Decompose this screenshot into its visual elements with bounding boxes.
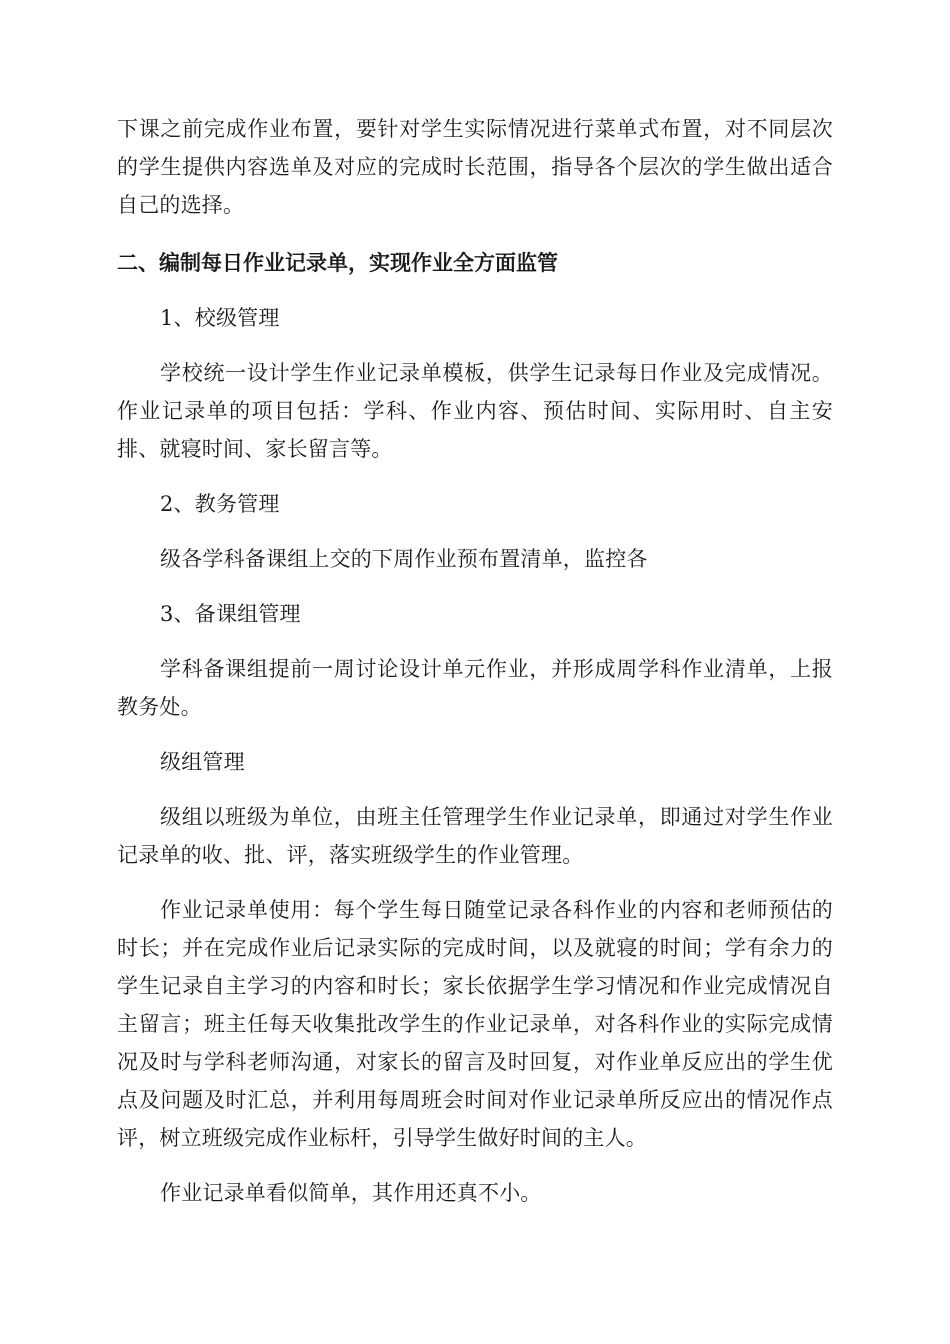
section-heading: 二、编制每日作业记录单，实现作业全方面监管 bbox=[117, 250, 558, 275]
usage-paragraph: 作业记录单使用：每个学生每日随堂记录各科作业的内容和老师预估的时长；并在完成作业后记录实际的完成时间，以及就寝的时间；学有余力的学生记录自主学习的内容和时长；家长依据学生学习情况和作业完成情况自主留言；班主任每天收集批改学生的作业记录单，对各科作业的实际完成情况及时与学科老师沟通，对家长的留言及时回复，对作业单反应出的学生优点及问题及时汇总，并利用每周班会时间对作业记录单所反应出的情况作点评，树立班级完成作业标杆，引导学生做好时间的主人。 bbox=[117, 898, 833, 1150]
item2-title: 2、教务管理 bbox=[160, 492, 280, 516]
item1-title: 1、校级管理 bbox=[160, 306, 280, 330]
intro-paragraph: 下课之前完成作业布置，要针对学生实际情况进行菜单式布置，对不同层次的学生提供内容选单及对应的完成时长范围，指导各个层次的学生做出适合自己的选择。 bbox=[117, 117, 833, 217]
item3-title: 3、备课组管理 bbox=[160, 602, 301, 626]
document-page bbox=[117, 110, 833, 1212]
item1-body: 学校统一设计学生作业记录单模板，供学生记录每日作业及完成情况。作业记录单的项目包括：学科、作业内容、预估时间、实际用时、自主安排、就寝时间、家长留言等。 bbox=[117, 361, 833, 461]
item3-body: 学科备课组提前一周讨论设计单元作业，并形成周学科作业清单，上报教务处。 bbox=[117, 657, 833, 719]
item2-body: 级各学科备课组上交的下周作业预布置清单，监控各 bbox=[160, 547, 648, 571]
item4-body: 级组以班级为单位，由班主任管理学生作业记录单，即通过对学生作业记录单的收、批、评，落实班级学生的作业管理。 bbox=[117, 805, 833, 867]
item4-title: 级组管理 bbox=[160, 750, 245, 774]
closing-paragraph: 作业记录单看似简单，其作用还真不小。 bbox=[160, 1181, 542, 1205]
